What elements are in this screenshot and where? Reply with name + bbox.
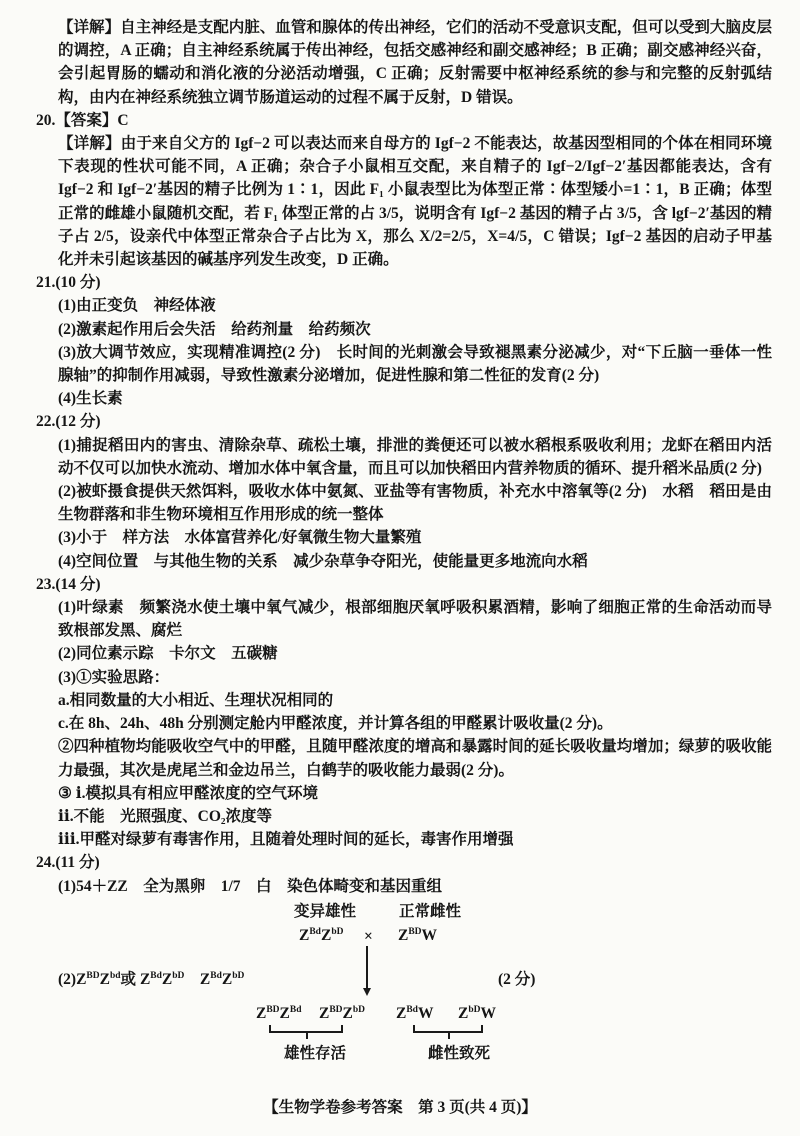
q24-number: 24. <box>36 854 56 872</box>
q21-score: (10 分) <box>55 274 101 292</box>
survive-group-bracket <box>269 1025 343 1033</box>
cross-arrow-head <box>363 988 371 996</box>
q20-answer-line <box>36 109 772 132</box>
q23-heading <box>36 573 772 596</box>
cross-symbol: × <box>364 927 373 945</box>
cross-male-label: 变异雄性 <box>294 902 357 920</box>
q23-line-1: (1)叶绿素 频繁浇水使土壤中氧气减少，根部细胞厌氧呼吸积累酒精，影响了细胞正常的生命活动而导致根部发黑、腐烂 <box>58 599 772 640</box>
q22-line-2: (2)被虾摄食提供天然饵料，吸收水体中氨氮、亚盐等有害物质，补充水中溶氧等(2 分) 水稻 稻田是由生物群落和非生物环境相互作用形成的统一整体 <box>58 483 772 524</box>
cross-score: (2 分) <box>498 970 536 988</box>
q22-line-4: (4)空间位置 与其他生物的关系 减少杂草争夺阳光，使能量更多地流向水稻 <box>58 552 588 570</box>
offspring-lethal-label: 雌性致死 <box>428 1044 491 1062</box>
cross-female-genotype: $Z^{BD}W$ <box>398 926 438 944</box>
offspring-genotype-3: $Z^{Bd}W$ <box>396 1004 434 1022</box>
q23-line-8: ⅱ.不能 光照强度、CO₂浓度等 <box>58 807 273 825</box>
lethal-group-bracket <box>413 1025 483 1033</box>
q23-number: 23. <box>36 575 56 593</box>
cross-arrow-line <box>366 946 368 988</box>
q20-number: 20. <box>36 111 56 129</box>
q22-number: 22. <box>36 413 56 431</box>
q21-line-3: (3)放大调节效应，实现精准调控(2 分) 长时间的光刺激会导致褪黑素分泌减少，对“下丘脑一垂体一性腺轴”的抑制作用减弱，导致性激素分泌增加，促进性腺和第二性征的发育(2 分) <box>58 343 772 385</box>
q22-score: (12 分) <box>55 413 101 431</box>
q22-line-1: (1)捕捉稻田内的害虫、清除杂草、疏松土壤，排泄的粪便还可以被水稻根系吸收利用；龙虾在稻田内活动不仅可以加快水流动、增加水体中氧含量，而且可以加快稻田内营养物质的循环、提升稻米品质(2 分) <box>58 436 772 477</box>
q23-line-4: a.相同数量的大小相近、生理状况相同的 <box>58 691 334 709</box>
cross-male-genotype: $Z^{Bd}Z^{bD}$ <box>299 926 344 944</box>
q19-detail-paragraph: 【详解】自主神经是支配内脏、血管和腺体的传出神经，它们的活动不受意识支配，但可以受到大脑皮层的调控，A 正确；自主神经系统属于传出神经，包括交感神经和副交感神经；B 正确；副交感神经兴奋，会引起胃肠的蠕动和消化液的分泌活动增强，C 正确；反射需要中枢神经系统的参与和完整的反射弧结构，由内在神经系统独立调节肠道运动的过程不属于反射，D 错误。 <box>58 19 772 106</box>
q24-heading <box>36 851 772 874</box>
q24-line-1: (1)54＋ZZ 全为黑卵 1/7 白 染色体畸变和基因重组 <box>58 877 443 895</box>
q23-score: (14 分) <box>55 575 101 593</box>
q21-heading <box>36 271 772 294</box>
q23-line-9: ⅲ.甲醛对绿萝有毒害作用，且随着处理时间的延长，毒害作用增强 <box>58 831 514 849</box>
q20-detail-paragraph: 【详解】由于来自父方的 Igf−2 可以表达而来自母方的 Igf−2 不能表达，故基因型相同的个体在相同环境下表现的性状可能不同，A 正确；杂合子小鼠相互交配，来自精子的 Igf−2/Igf−2′基因都能表达，含有 Igf−2 和 Igf−2′基因的精子比例为 1∶1，因此 F₁ 小鼠表型比为体型正常∶体型矮小=1∶1，B 正确；体型正常的雌雄小鼠随机交配，若 F₁ 体型正常的占 3/5，说明含有 Igf−2 基因的精子占 3/5，含 lgf−2′基因的精子占 2/5，设亲代中体型正常杂合子占比为 X，那么 X/2=2/5，X=4/5，C 错误；Igf−2 基因的启动子甲基化并未引起该基因的碱基序列发生改变，D 正确。 <box>58 135 772 269</box>
q23-line-6: ②四种植物均能吸收空气中的甲醛，且随甲醛浓度的增高和暴露时间的延长吸收量均增加；绿萝的吸收能力最强，其次是虎尾兰和金边吊兰，白鹤芋的吸收能力最弱(2 分)。 <box>58 738 772 779</box>
q23-line-3: (3)①实验思路： <box>58 668 170 686</box>
page-footer: 【生物学卷参考答案 第 3 页(共 4 页)】 <box>263 1099 537 1116</box>
q24-line-2: $(2)Z^{BD}Z^{bd}$或 $Z^{Bd}Z^{bD}$ $Z^{Bd}Z^{bD}$ <box>58 970 245 988</box>
q21-line-2: (2)激素起作用后会失活 给药剂量 给药频次 <box>58 320 371 338</box>
offspring-genotype-1: $Z^{BD}Z^{Bd}$ <box>256 1004 302 1022</box>
q20-answer: 【答案】C <box>55 111 129 129</box>
offspring-genotype-2: $Z^{BD}Z^{bD}$ <box>319 1004 366 1022</box>
genetic-cross-diagram <box>58 898 772 1070</box>
q21-line-1: (1)由正变负 神经体液 <box>58 297 216 315</box>
q24-score: (11 分) <box>55 854 100 872</box>
offspring-survive-label: 雄性存活 <box>284 1044 347 1062</box>
offspring-genotype-4: $Z^{bD}W$ <box>458 1004 496 1022</box>
q21-number: 21. <box>36 274 56 292</box>
q23-line-7: ③ ⅰ.模拟具有相应甲醛浓度的空气环境 <box>58 784 319 802</box>
q23-line-5: c.在 8h、24h、48h 分别测定舱内甲醛浓度，并计算各组的甲醛累计吸收量(2 分)。 <box>58 715 613 733</box>
q22-heading <box>36 410 772 433</box>
q22-line-3: (3)小于 样方法 水体富营养化/好氧微生物大量繁殖 <box>58 529 422 547</box>
cross-female-label: 正常雌性 <box>399 902 462 920</box>
q23-line-2: (2)同位素示踪 卡尔文 五碳糖 <box>58 645 278 663</box>
q21-line-4: (4)生长素 <box>58 390 123 408</box>
